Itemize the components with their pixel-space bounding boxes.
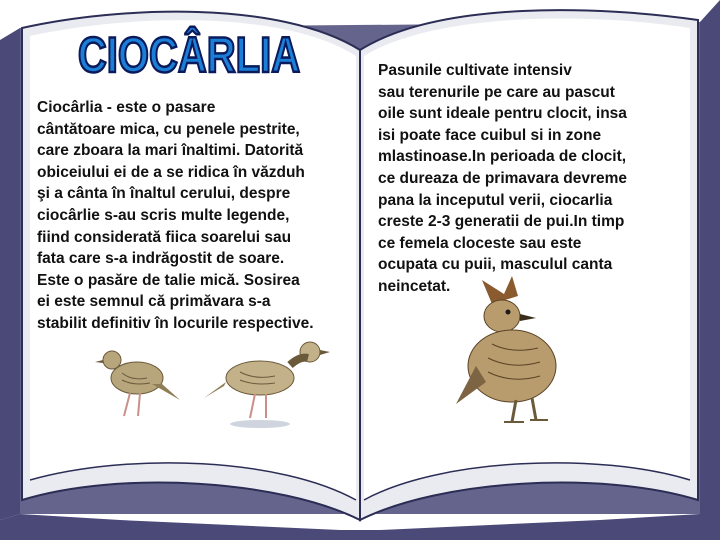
page-title: CIOCÂRLIA xyxy=(77,26,301,84)
title-wordart xyxy=(77,22,301,84)
right-page-paragraph: Pasunile cultivate intensiv sau terenurile pe care au pascut oile sunt ideale pentru clocit, insa isi poate face cuibul si in zone mlastinoase.In perioada de clocit, ce dureaza de primavara devreme pana la inceputul verii, ciocarlia creste 2-3 generatii de pui.In timp ce femela cloceste sau este ocupata cu puii, masculul canta neincetat. xyxy=(378,62,627,295)
crested-lark-bird-right xyxy=(452,274,592,434)
frame-right-edge xyxy=(700,0,720,540)
left-page-paragraph: Ciocârlia - este o pasare cântătoare mica, cu penele pestrite, care zboara la mari înaltimi. Datorită obiceiului ei de a se ridica în văzduh şi a cânta în înaltul cerului, despre ciocârlie s-au scris multe legende, fiind considerată fiica soarelui sau fata care s-a indrăgostit de soare. Este o pasăre de talie mică. Sosirea ei este semnul că primăvara s-a stabilit definitiv în locurile respective. xyxy=(37,99,314,332)
lark-bird-center-left xyxy=(200,330,340,430)
frame-left-edge xyxy=(0,28,20,520)
lark-bird-small-left xyxy=(92,338,187,423)
